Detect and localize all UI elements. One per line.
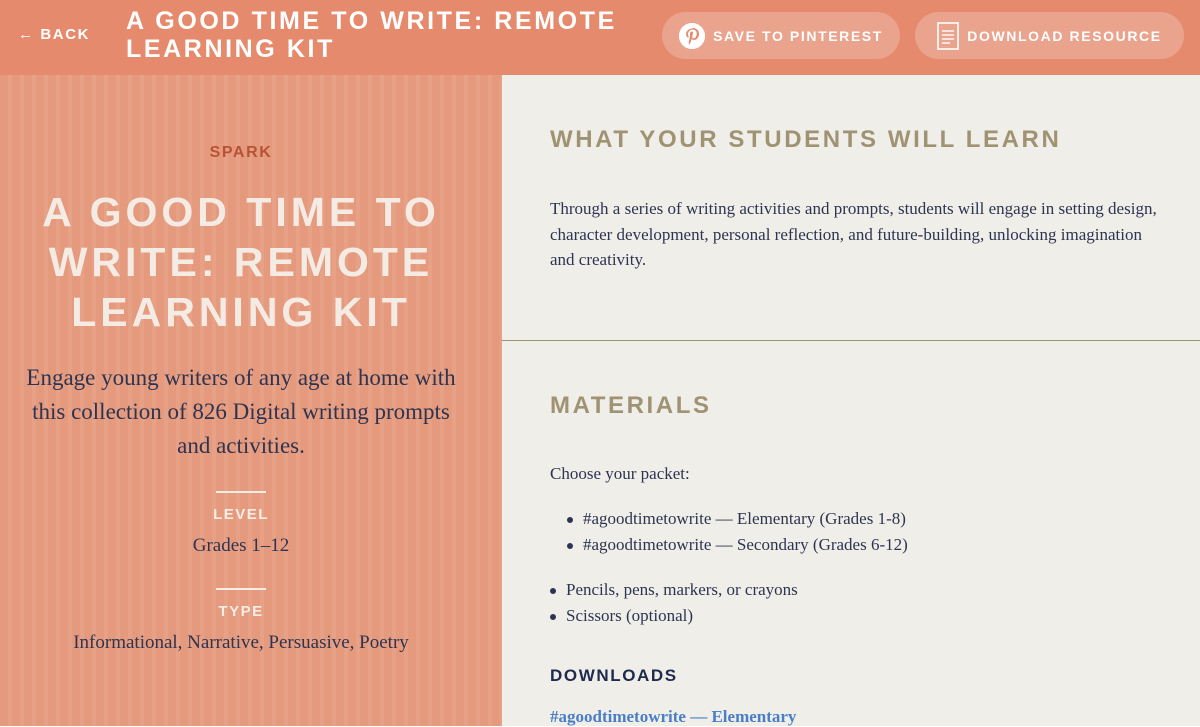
list-item: #agoodtimetowrite — Elementary (Grades 1-8) bbox=[566, 506, 908, 532]
download-label: DOWNLOAD RESOURCE bbox=[967, 27, 1162, 44]
resource-title: A GOOD TIME TO WRITE: REMOTE LEARNING KIT bbox=[42, 189, 440, 335]
list-item: #agoodtimetowrite — Secondary (Grades 6-12) bbox=[566, 532, 908, 558]
resource-summary-panel bbox=[0, 75, 502, 726]
level-label: LEVEL bbox=[213, 506, 269, 523]
supplies-list bbox=[549, 577, 798, 629]
pinterest-label: SAVE TO PINTEREST bbox=[713, 27, 883, 44]
level-value: Grades 1–12 bbox=[192, 535, 290, 556]
section-divider bbox=[502, 340, 1200, 341]
type-label: TYPE bbox=[218, 603, 264, 620]
back-link[interactable]: ← BACK bbox=[18, 26, 91, 43]
pinterest-icon bbox=[679, 23, 705, 49]
choose-packet-text: Choose your packet: bbox=[550, 464, 690, 483]
type-divider bbox=[216, 588, 266, 590]
learn-text: Through a series of writing activities and prompts, students will engage in setting design, character development, personal reflection, and future-building, unlocking imagination and creativity. bbox=[550, 199, 1157, 269]
document-icon bbox=[937, 22, 959, 50]
save-to-pinterest-button[interactable] bbox=[662, 12, 900, 59]
type-value: Informational, Narrative, Persuasive, Poetry bbox=[73, 632, 409, 653]
download-resource-button[interactable] bbox=[915, 12, 1184, 59]
materials-heading: MATERIALS bbox=[550, 392, 712, 419]
level-divider bbox=[216, 491, 266, 493]
list-item: Pencils, pens, markers, or crayons bbox=[549, 577, 798, 603]
resource-details-panel bbox=[502, 75, 1200, 726]
header-title: A GOOD TIME TO WRITE: REMOTE LEARNING KIT bbox=[126, 7, 617, 63]
packet-list bbox=[566, 506, 908, 558]
list-item: Scissors (optional) bbox=[549, 603, 798, 629]
category-kicker: SPARK bbox=[209, 144, 273, 161]
top-bar bbox=[0, 0, 1200, 75]
downloads-heading: DOWNLOADS bbox=[550, 666, 678, 685]
learn-heading: WHAT YOUR STUDENTS WILL LEARN bbox=[550, 126, 1062, 153]
resource-description: Engage young writers of any age at home with this collection of 826 Digital writing prompts and activities. bbox=[26, 365, 456, 458]
download-link-elementary[interactable]: #agoodtimetowrite — Elementary bbox=[550, 707, 797, 726]
